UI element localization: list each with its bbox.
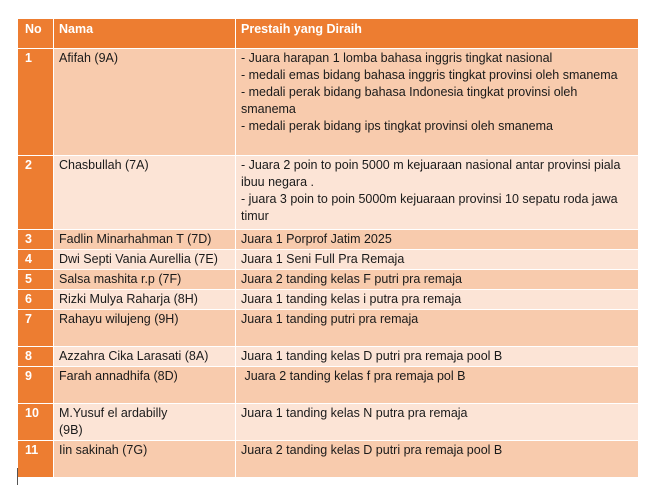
table-row — [18, 270, 639, 290]
student-name: Azzahra Cika Larasati (8A) — [54, 347, 236, 367]
achievement-cell: Juara 1 Porprof Jatim 2025 — [236, 230, 639, 250]
table-row — [18, 367, 639, 404]
header-prestasi: Prestaih yang Diraih — [236, 19, 639, 49]
row-number: 1 — [18, 49, 54, 156]
achievement-cell: Juara 1 Seni Full Pra Remaja — [236, 250, 639, 270]
achievement-cell — [236, 156, 639, 230]
achievement-line: - juara 3 poin to poin 5000m kejuaraan provinsi 10 sepatu roda jawa timur — [241, 192, 618, 223]
row-number: 10 — [18, 404, 54, 441]
student-name: Chasbullah (7A) — [54, 156, 236, 230]
student-name: Rahayu wilujeng (9H) — [54, 310, 236, 347]
row-number: 6 — [18, 290, 54, 310]
achievement-cell: Juara 2 tanding kelas f pra remaja pol B — [236, 367, 639, 404]
row-number: 9 — [18, 367, 54, 404]
student-name: Dwi Septi Vania Aurellia (7E) — [54, 250, 236, 270]
achievement-cell — [236, 49, 639, 156]
text-cursor — [17, 468, 18, 485]
header-no: No — [18, 19, 54, 49]
achievement-cell: Juara 2 tanding kelas F putri pra remaja — [236, 270, 639, 290]
prestasi-table — [17, 18, 639, 478]
achievement-line: - medali perak bidang bahasa Indonesia tingkat provinsi oleh smanema — [241, 85, 578, 116]
row-number: 5 — [18, 270, 54, 290]
table-row — [18, 156, 639, 230]
table-row — [18, 347, 639, 367]
table-row — [18, 250, 639, 270]
table-row — [18, 290, 639, 310]
row-number: 3 — [18, 230, 54, 250]
achievement-line: - Juara harapan 1 lomba bahasa inggris tingkat nasional — [241, 51, 553, 65]
achievement-line: - medali perak bidang ips tingkat provinsi oleh smanema — [241, 119, 553, 133]
student-name: Iin sakinah (7G) — [54, 441, 236, 478]
row-number: 2 — [18, 156, 54, 230]
achievement-line: - Juara 2 poin to poin 5000 m kejuaraan nasional antar provinsi piala ibuu negara . — [241, 158, 621, 189]
table-row — [18, 230, 639, 250]
row-number: 8 — [18, 347, 54, 367]
student-name: M.Yusuf el ardabilly (9B) — [54, 404, 236, 441]
achievement-cell: Juara 2 tanding kelas D putri pra remaja pool B — [236, 441, 639, 478]
achievement-cell: Juara 1 tanding kelas i putra pra remaja — [236, 290, 639, 310]
achievement-line: - medali emas bidang bahasa inggris tingkat provinsi oleh smanema — [241, 68, 618, 82]
student-name: Salsa mashita r.p (7F) — [54, 270, 236, 290]
table-row — [18, 404, 639, 441]
table-row — [18, 49, 639, 156]
student-name: Afifah (9A) — [54, 49, 236, 156]
header-nama: Nama — [54, 19, 236, 49]
row-number: 4 — [18, 250, 54, 270]
table-row — [18, 310, 639, 347]
row-number: 11 — [18, 441, 54, 478]
student-name: Farah annadhifa (8D) — [54, 367, 236, 404]
achievement-cell: Juara 1 tanding kelas N putra pra remaja — [236, 404, 639, 441]
achievement-cell: Juara 1 tanding kelas D putri pra remaja pool B — [236, 347, 639, 367]
table-row — [18, 441, 639, 478]
achievement-cell: Juara 1 tanding putri pra remaja — [236, 310, 639, 347]
row-number: 7 — [18, 310, 54, 347]
student-name: Rizki Mulya Raharja (8H) — [54, 290, 236, 310]
table-header-row — [18, 19, 639, 49]
student-name: Fadlin Minarhahman T (7D) — [54, 230, 236, 250]
